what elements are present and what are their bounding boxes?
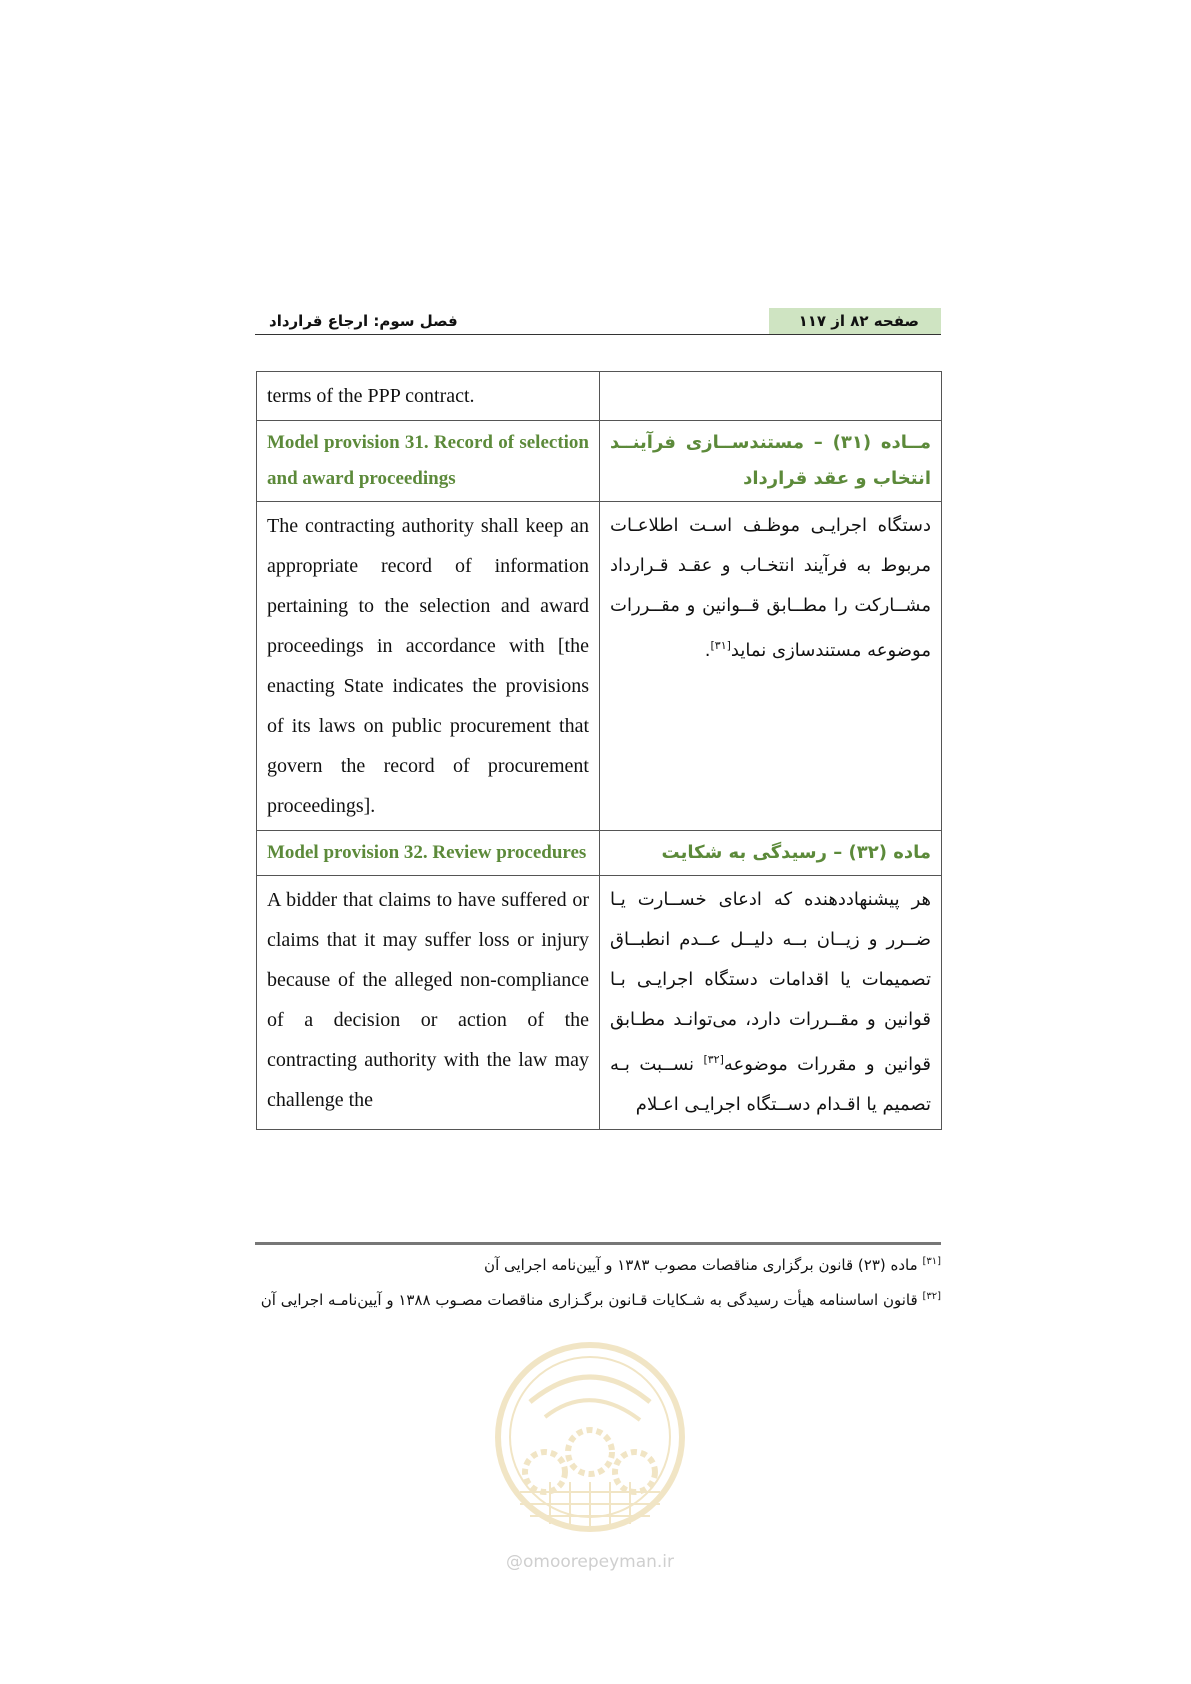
persian-cell: [600, 502, 942, 831]
comparison-table: [256, 371, 942, 1130]
table-row: [257, 372, 942, 421]
persian-heading-cell: مــاده (۳۱) – مستندســازی فرآینــد انتخاب و عقد قرارداد: [600, 421, 942, 502]
english-cell: A bidder that claims to have suffered or claims that it may suffer loss or injury because of the alleged non-compliance of a decision or action of the contracting authority with the law may challenge the: [257, 876, 600, 1130]
watermark-logo: [490, 1332, 690, 1552]
footnote: [255, 1281, 941, 1316]
footnote-text: ماده (۲۳) قانون برگزاری مناقصات مصوب ۱۳۸۳ و آیین‌نامه اجرایی آن: [484, 1256, 923, 1274]
footnote-text: قانون اساسنامه هیأت رسیدگی به شـکایات قـانون برگـزاری مناقصات مصـوب ۱۳۸۸ و آیین‌نامـه اجرایی آن: [260, 1291, 923, 1309]
footnote-divider: [255, 1242, 941, 1245]
persian-cell: [600, 372, 942, 421]
chapter-title: فصل سوم: ارجاع قرارداد: [269, 312, 458, 330]
persian-heading-cell: ماده (۳۲) – رسیدگی به شکایت: [600, 831, 942, 876]
english-cell: The contracting authority shall keep an appropriate record of information pertaining to the selection and award proceedings in accordance with [the enacting State indicates the provisions of its laws on public procurement that govern the record of procurement proceedings].: [257, 502, 600, 831]
persian-text: هر پیشنهاددهنده که ادعای خســارت یـا ضــرر و زیــان بــه دلیــل عــدم انطبــاق تصمیمات یا اقدامات دستگاه اجرایـی بـا قوانین و مقــررات دارد، می‌توانـد مطـابق قوانین و مقررات موضوعه: [610, 889, 931, 1075]
table-row: [257, 421, 942, 502]
persian-cell: [600, 876, 942, 1130]
table-row: [257, 831, 942, 876]
english-heading-cell: Model provision 32. Review procedures: [257, 831, 600, 876]
english-cell: terms of the PPP contract.: [257, 372, 600, 421]
footnotes: [255, 1246, 941, 1316]
english-heading-cell: Model provision 31. Record of selection and award proceedings: [257, 421, 600, 502]
watermark-site: @omoorepeyman.ir: [505, 1552, 675, 1572]
page-header: [255, 306, 941, 334]
table-row: [257, 876, 942, 1130]
persian-text-tail: نســبت بـه تصمیم یا اقـدام دســتگاه اجرایـی اعـلام: [610, 1054, 931, 1115]
table-row: [257, 502, 942, 831]
footnote-ref[interactable]: [۳۱]: [710, 639, 731, 652]
persian-text: دستگاه اجرایـی موظـف اسـت اطلاعـات مربوط به فرآیند انتخـاب و عقـد قـرارداد مشــارکت را مطــابق قــوانین و مقــررات موضوعه مستندسازی نماید: [610, 515, 931, 661]
footnote-ref[interactable]: [۳۲]: [703, 1053, 724, 1066]
footnote-mark: [۳۲]: [922, 1291, 941, 1302]
footnote: [255, 1246, 941, 1281]
page-number: صفحه ۸۲ از ۱۱۷: [769, 308, 941, 334]
footnote-mark: [۳۱]: [922, 1256, 941, 1267]
persian-text-tail: .: [704, 640, 711, 661]
header-divider: [255, 334, 941, 335]
